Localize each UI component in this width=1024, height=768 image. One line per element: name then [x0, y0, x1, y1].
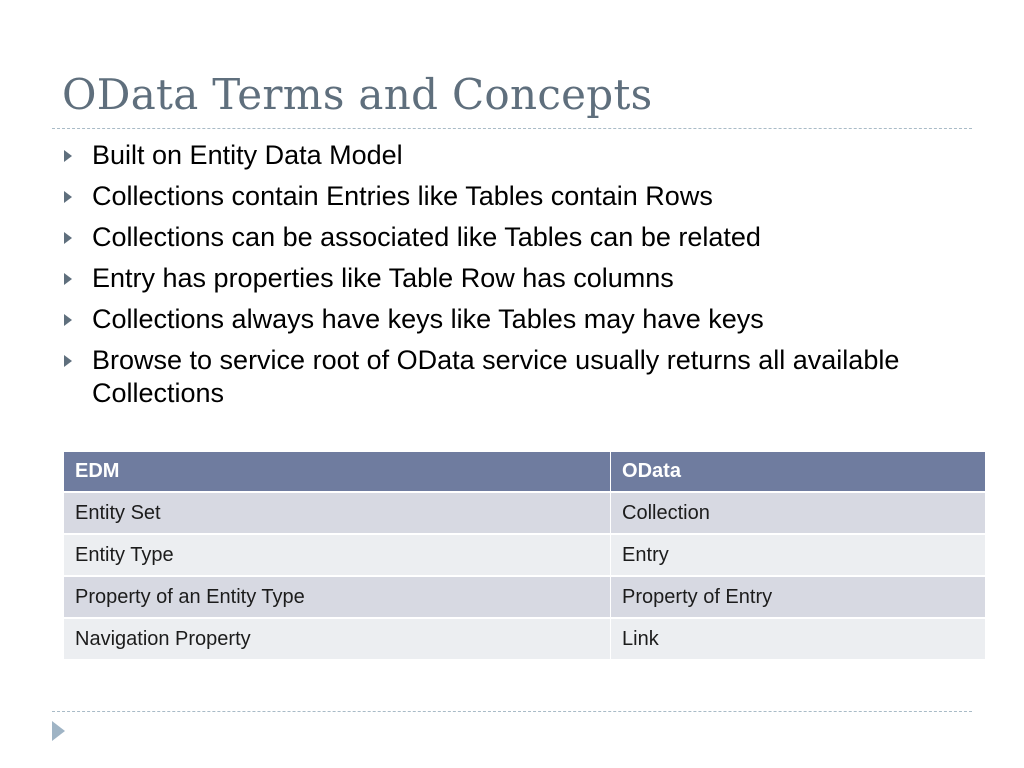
table-cell: Navigation Property	[64, 618, 611, 660]
bullet-text: Entry has properties like Table Row has columns	[92, 263, 674, 293]
bullet-item	[62, 221, 942, 254]
column-header-odata: OData	[611, 452, 986, 492]
triangle-bullet-icon	[64, 232, 72, 244]
bullet-text: Collections can be associated like Tables can be related	[92, 222, 761, 252]
bullet-text: Collections always have keys like Tables may have keys	[92, 304, 764, 334]
table-cell: Entry	[611, 534, 986, 576]
triangle-bullet-icon	[64, 314, 72, 326]
next-slide-arrow-icon[interactable]	[52, 721, 65, 741]
bullet-item	[62, 344, 942, 410]
table-cell: Collection	[611, 492, 986, 534]
table-cell: Entity Set	[64, 492, 611, 534]
table-cell: Entity Type	[64, 534, 611, 576]
slide-title: OData Terms and Concepts	[62, 70, 653, 119]
title-divider	[52, 128, 972, 129]
bullet-list	[62, 139, 942, 418]
edm-odata-table	[64, 452, 986, 661]
triangle-bullet-icon	[64, 150, 72, 162]
table-header-row	[64, 452, 986, 492]
table-cell: Link	[611, 618, 986, 660]
table-cell: Property of an Entity Type	[64, 576, 611, 618]
bullet-item	[62, 303, 942, 336]
table-row	[64, 618, 986, 660]
triangle-bullet-icon	[64, 273, 72, 285]
bullet-item	[62, 180, 942, 213]
table-row	[64, 492, 986, 534]
column-header-edm: EDM	[64, 452, 611, 492]
bullet-text: Built on Entity Data Model	[92, 140, 403, 170]
triangle-bullet-icon	[64, 355, 72, 367]
footer-divider	[52, 711, 972, 712]
table-row	[64, 534, 986, 576]
table-cell: Property of Entry	[611, 576, 986, 618]
bullet-text: Browse to service root of OData service usually returns all available Collections	[92, 345, 900, 408]
bullet-item	[62, 262, 942, 295]
bullet-text: Collections contain Entries like Tables contain Rows	[92, 181, 713, 211]
bullet-item	[62, 139, 942, 172]
triangle-bullet-icon	[64, 191, 72, 203]
table-row	[64, 576, 986, 618]
